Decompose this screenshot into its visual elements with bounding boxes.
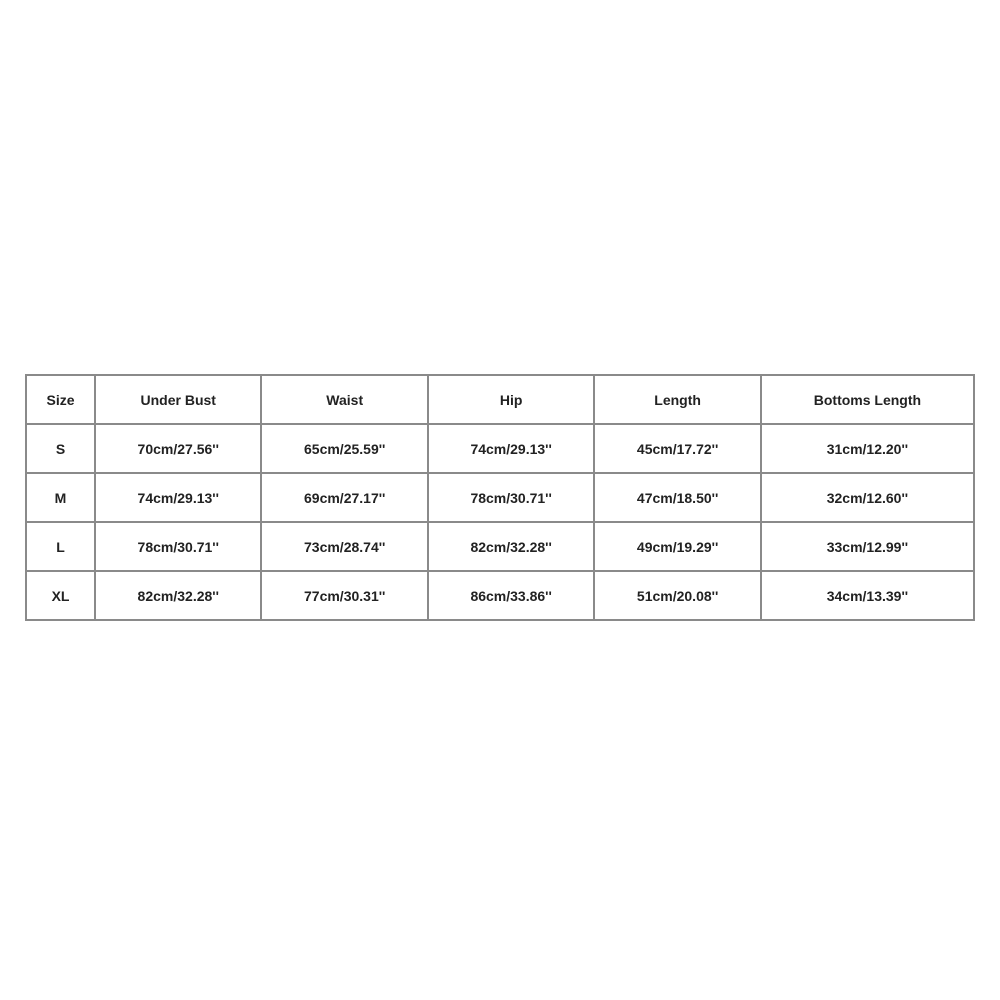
table-row <box>26 571 974 620</box>
cell-bottoms-length: 34cm/13.39'' <box>761 571 974 620</box>
header-hip: Hip <box>428 375 594 424</box>
header-row <box>26 375 974 424</box>
cell-waist: 65cm/25.59'' <box>261 424 427 473</box>
cell-waist: 73cm/28.74'' <box>261 522 427 571</box>
size-chart-body <box>26 424 974 620</box>
cell-length: 47cm/18.50'' <box>594 473 760 522</box>
cell-bottoms-length: 31cm/12.20'' <box>761 424 974 473</box>
cell-size: L <box>26 522 95 571</box>
cell-hip: 78cm/30.71'' <box>428 473 594 522</box>
cell-under-bust: 78cm/30.71'' <box>95 522 261 571</box>
table-row <box>26 522 974 571</box>
cell-waist: 69cm/27.17'' <box>261 473 427 522</box>
cell-length: 45cm/17.72'' <box>594 424 760 473</box>
cell-length: 51cm/20.08'' <box>594 571 760 620</box>
table-row <box>26 424 974 473</box>
header-bottoms-length: Bottoms Length <box>761 375 974 424</box>
cell-size: XL <box>26 571 95 620</box>
cell-bottoms-length: 32cm/12.60'' <box>761 473 974 522</box>
cell-under-bust: 70cm/27.56'' <box>95 424 261 473</box>
cell-under-bust: 82cm/32.28'' <box>95 571 261 620</box>
header-under-bust: Under Bust <box>95 375 261 424</box>
cell-bottoms-length: 33cm/12.99'' <box>761 522 974 571</box>
table-row <box>26 473 974 522</box>
cell-hip: 86cm/33.86'' <box>428 571 594 620</box>
size-chart-table <box>25 374 975 621</box>
cell-size: M <box>26 473 95 522</box>
cell-waist: 77cm/30.31'' <box>261 571 427 620</box>
cell-under-bust: 74cm/29.13'' <box>95 473 261 522</box>
header-waist: Waist <box>261 375 427 424</box>
cell-hip: 82cm/32.28'' <box>428 522 594 571</box>
header-length: Length <box>594 375 760 424</box>
cell-hip: 74cm/29.13'' <box>428 424 594 473</box>
cell-size: S <box>26 424 95 473</box>
size-chart-header <box>26 375 974 424</box>
header-size: Size <box>26 375 95 424</box>
cell-length: 49cm/19.29'' <box>594 522 760 571</box>
